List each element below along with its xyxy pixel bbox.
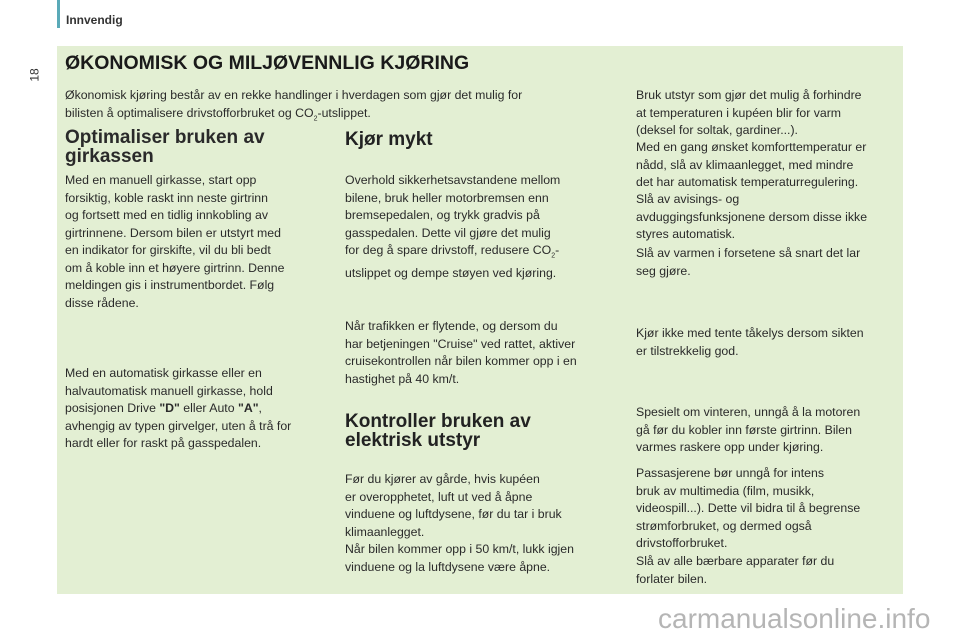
paragraph: Når trafikken er flytende, og dersom du har betjeningen "Cruise" ved rattet, aktiver cruisekontrollen når bilen kommer opp i en hastighet på 40 km/t.: [345, 319, 577, 386]
intro-line: bilisten å optimalisere drivstofforbruket og CO: [65, 105, 314, 120]
paragraph: Bruk utstyr som gjør det mulig å forhindre at temperaturen i kupéen blir for varm (deksel for soltak, gardiner...).: [636, 88, 862, 137]
bold-text: "A": [237, 401, 259, 415]
heading-gearbox: Optimaliser bruken av girkassen: [65, 127, 265, 167]
page-number: 18: [27, 68, 42, 82]
paragraph: [65, 365, 291, 453]
heading-drive-smoothly: Kjør mykt: [345, 129, 433, 150]
subscript: 2: [551, 252, 556, 260]
text: Overhold sikkerhetsavstandene mellom bilene, bruk heller motorbremsen enn bremsepedalen, og trykk gradvis på gasspedalen. Dette vil gjøre det mulig for deg å spare drivstoff, redusere CO: [345, 173, 561, 257]
paragraph: Før du kjører av gårde, hvis kupéen er overopphetet, luft ut ved å åpne vinduene og luftdysene, før du tar i bruk klimaanlegget.: [345, 472, 562, 539]
paragraph: Passasjerene bør unngå for intens bruk av multimedia (film, musikk, videospill...). Dette vil bidra til å begrense strømforbruket, og dermed også drivstofforbruket.: [636, 466, 861, 550]
paragraph: Kjør ikke med tente tåkelys dersom sikten er tilstrekkelig god.: [636, 326, 864, 358]
paragraph: [345, 172, 560, 282]
section-title: Innvendig: [66, 13, 123, 27]
intro-line: -utslippet.: [317, 105, 371, 120]
paragraph: Spesielt om vinteren, unngå å la motoren gå før du kobler inn første girtrinn. Bilen varmes raskere opp under kjøring.: [636, 405, 861, 454]
section-accent-bar: [57, 0, 60, 28]
heading-electrical: Kontroller bruken av elektrisk utstyr: [345, 411, 531, 451]
page-title: ØKONOMISK OG MILJØVENNLIG KJØRING: [65, 52, 470, 74]
text: - utslippet og dempe støyen ved kjøring.: [345, 243, 560, 280]
text: Med en automatisk girkasse eller en halvautomatisk manuell girkasse, hold posisjonen Drive: [65, 366, 273, 415]
text: eller Auto: [179, 401, 238, 415]
subscript: 2: [313, 114, 318, 122]
watermark: carmanualsonline.info: [658, 603, 931, 634]
bold-text: "D": [159, 401, 180, 415]
text: , avhengig av typen girvelger, uten å trå for hardt eller for raskt på gasspedalen.: [65, 401, 292, 450]
paragraph: Slå av avisings- og avduggingsfunksjonene dersom disse ikke styres automatisk.: [636, 192, 868, 241]
intro-text: [65, 87, 522, 127]
paragraph: Slå av varmen i forsetene så snart det lar seg gjøre.: [636, 246, 861, 278]
paragraph: Med en gang ønsket komforttemperatur er nådd, slå av klimaanlegget, med mindre det har automatisk temperaturregulering.: [636, 140, 867, 189]
paragraph: Når bilen kommer opp i 50 km/t, lukk igjen vinduene og la luftdysene være åpne.: [345, 542, 574, 574]
paragraph: Slå av alle bærbare apparater før du forlater bilen.: [636, 554, 835, 586]
paragraph: Med en manuell girkasse, start opp forsiktig, koble raskt inn neste girtrinn og fortsett med en tidlig innkobling av girtrinnene. Dersom bilen er utstyrt med en indikator for girskifte, vil du bli bedt om å koble inn et høyere girtrinn. Denne meldingen gis i instrumentbordet. Følg disse rådene.: [65, 173, 285, 310]
intro-line: Økonomisk kjøring består av en rekke handlinger i hverdagen som gjør det mulig for: [65, 88, 523, 102]
